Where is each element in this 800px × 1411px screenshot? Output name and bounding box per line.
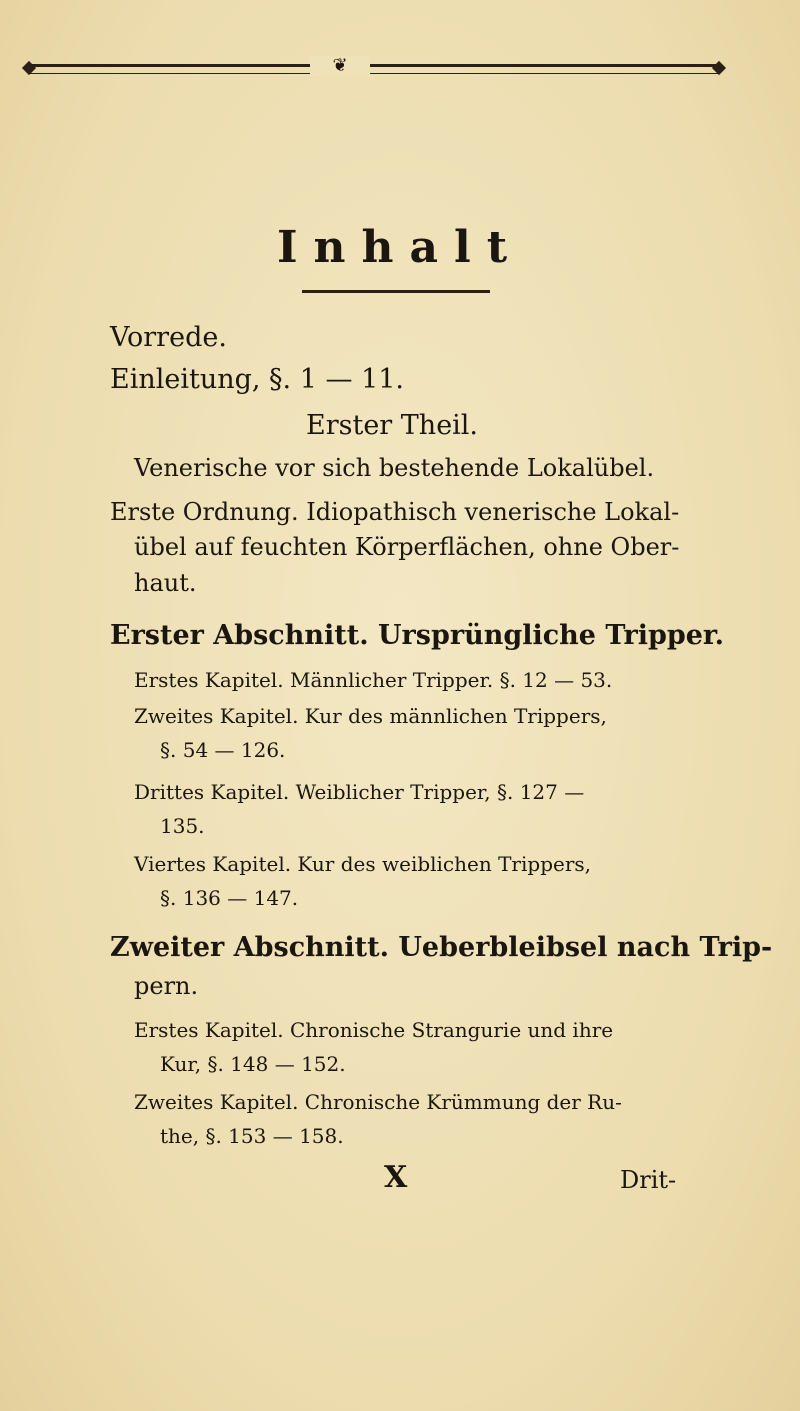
toc-chapter-1: Erstes Kapitel. Männlicher Tripper. §. 12 — 53. — [134, 668, 613, 692]
catchword: Drit- — [620, 1166, 677, 1194]
toc-order-line-3: haut. — [134, 569, 197, 597]
title-underline — [302, 290, 490, 293]
toc-order-line-1: Erste Ordnung. Idiopathisch venerische Lokal- — [110, 498, 680, 526]
top-ornamental-rule — [30, 64, 718, 74]
page-title: Inhalt — [276, 222, 524, 273]
toc-section-2-heading-line-1: Zweiter Abschnitt. Ueberbleibsel nach Trip- — [110, 932, 773, 963]
toc-chapter-4-line-2: §. 136 — 147. — [160, 886, 299, 910]
toc-chapter-2-line-1: Zweites Kapitel. Kur des männlichen Trippers, — [134, 704, 607, 728]
toc-section-1-heading: Erster Abschnitt. Ursprüngliche Tripper. — [110, 620, 725, 651]
toc-s2-chapter-2-line-1: Zweites Kapitel. Chronische Krümmung der Ru- — [134, 1090, 622, 1114]
toc-s2-chapter-1-line-1: Erstes Kapitel. Chronische Strangurie und ihre — [134, 1018, 614, 1042]
toc-chapter-4-line-1: Viertes Kapitel. Kur des weiblichen Trippers, — [134, 852, 592, 876]
toc-order-line-2: übel auf feuchten Körperflächen, ohne Ober- — [134, 533, 680, 561]
rule-ornament: ❦ — [310, 56, 370, 76]
toc-chapter-2-line-2: §. 54 — 126. — [160, 738, 286, 762]
toc-section-2-heading-line-2: pern. — [134, 972, 199, 1000]
toc-part-subtitle: Venerische vor sich bestehende Lokalübel. — [134, 454, 655, 482]
toc-chapter-3-line-1: Drittes Kapitel. Weiblicher Tripper, §. 127 — — [134, 780, 585, 804]
signature-mark: X — [384, 1160, 408, 1195]
toc-entry-vorrede: Vorrede. — [110, 322, 227, 353]
toc-chapter-3-line-2: 135. — [160, 814, 205, 838]
toc-entry-einleitung: Einleitung, §. 1 — 11. — [110, 364, 405, 395]
toc-part-heading: Erster Theil. — [306, 410, 479, 441]
toc-s2-chapter-2-line-2: the, §. 153 — 158. — [160, 1124, 344, 1148]
toc-s2-chapter-1-line-2: Kur, §. 148 — 152. — [160, 1052, 346, 1076]
